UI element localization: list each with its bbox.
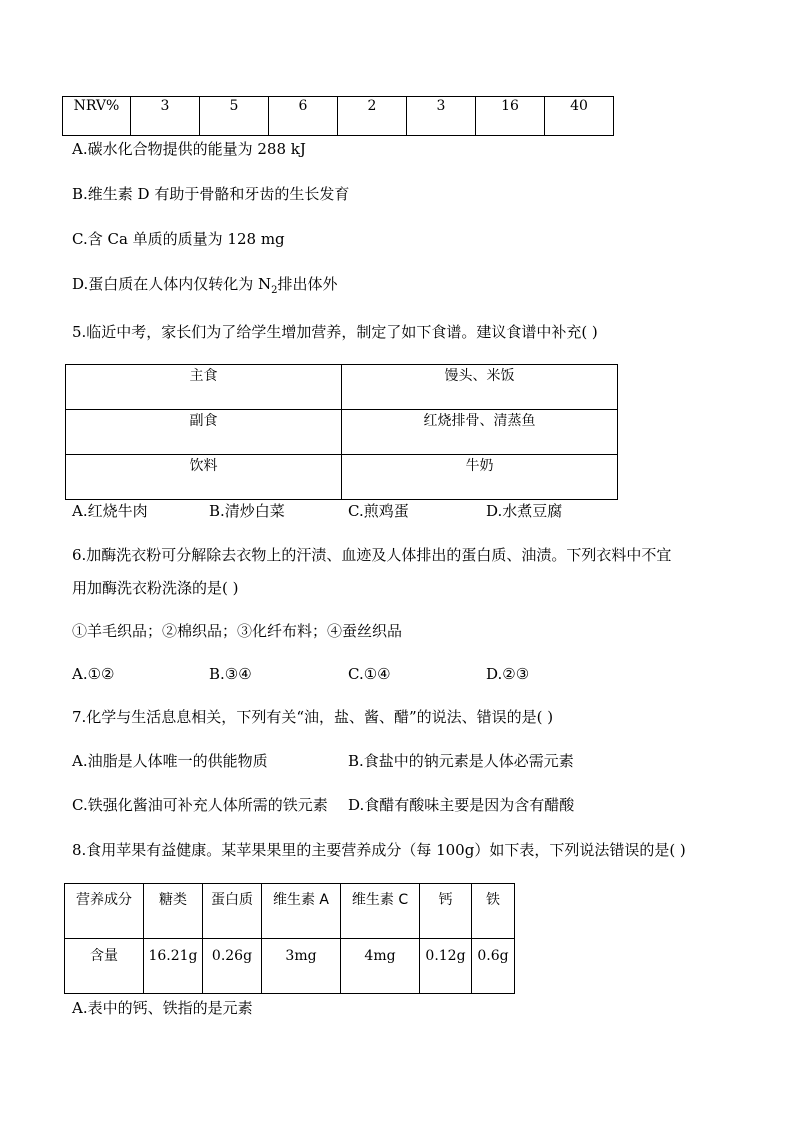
q5-option-c: C.煎鸡蛋 bbox=[348, 502, 409, 520]
q4-option-a: A.碳水化合物提供的能量为 288 kJ bbox=[72, 140, 306, 158]
q4-option-d-suffix: 排出体外 bbox=[277, 275, 338, 293]
table-cell: 6 bbox=[269, 97, 338, 136]
q6-stem-line2: 用加酶洗衣粉洗涤的是( ) bbox=[72, 579, 239, 597]
table-header: 营养成分 bbox=[65, 884, 144, 939]
table-row bbox=[65, 939, 515, 994]
q5-menu-table bbox=[65, 364, 618, 500]
q4-option-d-subscript: 2 bbox=[271, 285, 278, 296]
q8-stem: 8.食用苹果有益健康。某苹果果里的主要营养成分（每 100g）如下表，下列说法错误的是( ) bbox=[72, 841, 686, 859]
table-header: 维生素 C bbox=[341, 884, 420, 939]
table-cell: 3 bbox=[407, 97, 476, 136]
q6-stem-line1: 6.加酶洗衣粉可分解除去衣物上的汗渍、血迹及人体排出的蛋白质、油渍。下列衣料中不宜 bbox=[72, 546, 672, 564]
q5-option-a: A.红烧牛肉 bbox=[72, 502, 148, 520]
table-cell: 3mg bbox=[262, 939, 341, 994]
q4-option-d-text: D.蛋白质在人体内仅转化为 N bbox=[72, 275, 272, 293]
table-cell: 16 bbox=[476, 97, 545, 136]
q7-option-a: A.油脂是人体唯一的供能物质 bbox=[72, 752, 268, 770]
q6-option-b: B.③④ bbox=[209, 665, 252, 683]
q4-option-b: B.维生素 D 有助于骨骼和牙齿的生长发育 bbox=[72, 185, 350, 203]
table-cell: 0.12g bbox=[420, 939, 472, 994]
table-cell: 5 bbox=[200, 97, 269, 136]
q5-option-d: D.水煮豆腐 bbox=[486, 502, 563, 520]
table-header: 维生素 A bbox=[262, 884, 341, 939]
q7-option-b: B.食盐中的钠元素是人体必需元素 bbox=[348, 752, 574, 770]
table-cell: 40 bbox=[545, 97, 614, 136]
q4-option-d bbox=[72, 274, 338, 301]
table-cell: 馒头、米饭 bbox=[342, 365, 618, 410]
table-cell: 主食 bbox=[66, 365, 342, 410]
q7-option-c: C.铁强化酱油可补充人体所需的铁元素 bbox=[72, 796, 328, 814]
table-row bbox=[63, 97, 614, 136]
table-cell: 3 bbox=[131, 97, 200, 136]
q6-option-a: A.①② bbox=[72, 665, 115, 683]
table-cell: 16.21g bbox=[144, 939, 203, 994]
table-header: 铁 bbox=[472, 884, 515, 939]
q6-option-c: C.①④ bbox=[348, 665, 391, 683]
table-row bbox=[66, 455, 618, 500]
q6-items: ①羊毛织品；②棉织品；③化纤布料；④蚕丝织品 bbox=[72, 622, 403, 640]
q4-option-c: C.含 Ca 单质的质量为 128 mg bbox=[72, 230, 285, 248]
table-row bbox=[65, 884, 515, 939]
table-row bbox=[66, 365, 618, 410]
q8-nutrition-table bbox=[64, 883, 515, 994]
q6-option-d: D.②③ bbox=[486, 665, 530, 683]
table-cell: 0.26g bbox=[203, 939, 262, 994]
table-cell: NRV% bbox=[63, 97, 131, 136]
table-header: 糖类 bbox=[144, 884, 203, 939]
table-cell: 副食 bbox=[66, 410, 342, 455]
table-cell: 含量 bbox=[65, 939, 144, 994]
q7-option-d: D.食醋有酸味主要是因为含有醋酸 bbox=[348, 796, 575, 814]
nrv-table bbox=[62, 96, 614, 136]
q5-option-b: B.清炒白菜 bbox=[209, 502, 285, 520]
table-cell: 0.6g bbox=[472, 939, 515, 994]
table-header: 蛋白质 bbox=[203, 884, 262, 939]
q7-stem: 7.化学与生活息息相关，下列有关“油，盐、酱、醋”的说法、错误的是( ) bbox=[72, 708, 554, 726]
table-cell: 红烧排骨、清蒸鱼 bbox=[342, 410, 618, 455]
q8-option-a: A.表中的钙、铁指的是元素 bbox=[72, 999, 253, 1017]
table-cell: 饮料 bbox=[66, 455, 342, 500]
table-cell: 2 bbox=[338, 97, 407, 136]
table-cell: 牛奶 bbox=[342, 455, 618, 500]
table-cell: 4mg bbox=[341, 939, 420, 994]
q5-stem: 5.临近中考，家长们为了给学生增加营养，制定了如下食谱。建议食谱中补充( ) bbox=[72, 323, 598, 341]
table-header: 钙 bbox=[420, 884, 472, 939]
table-row bbox=[66, 410, 618, 455]
